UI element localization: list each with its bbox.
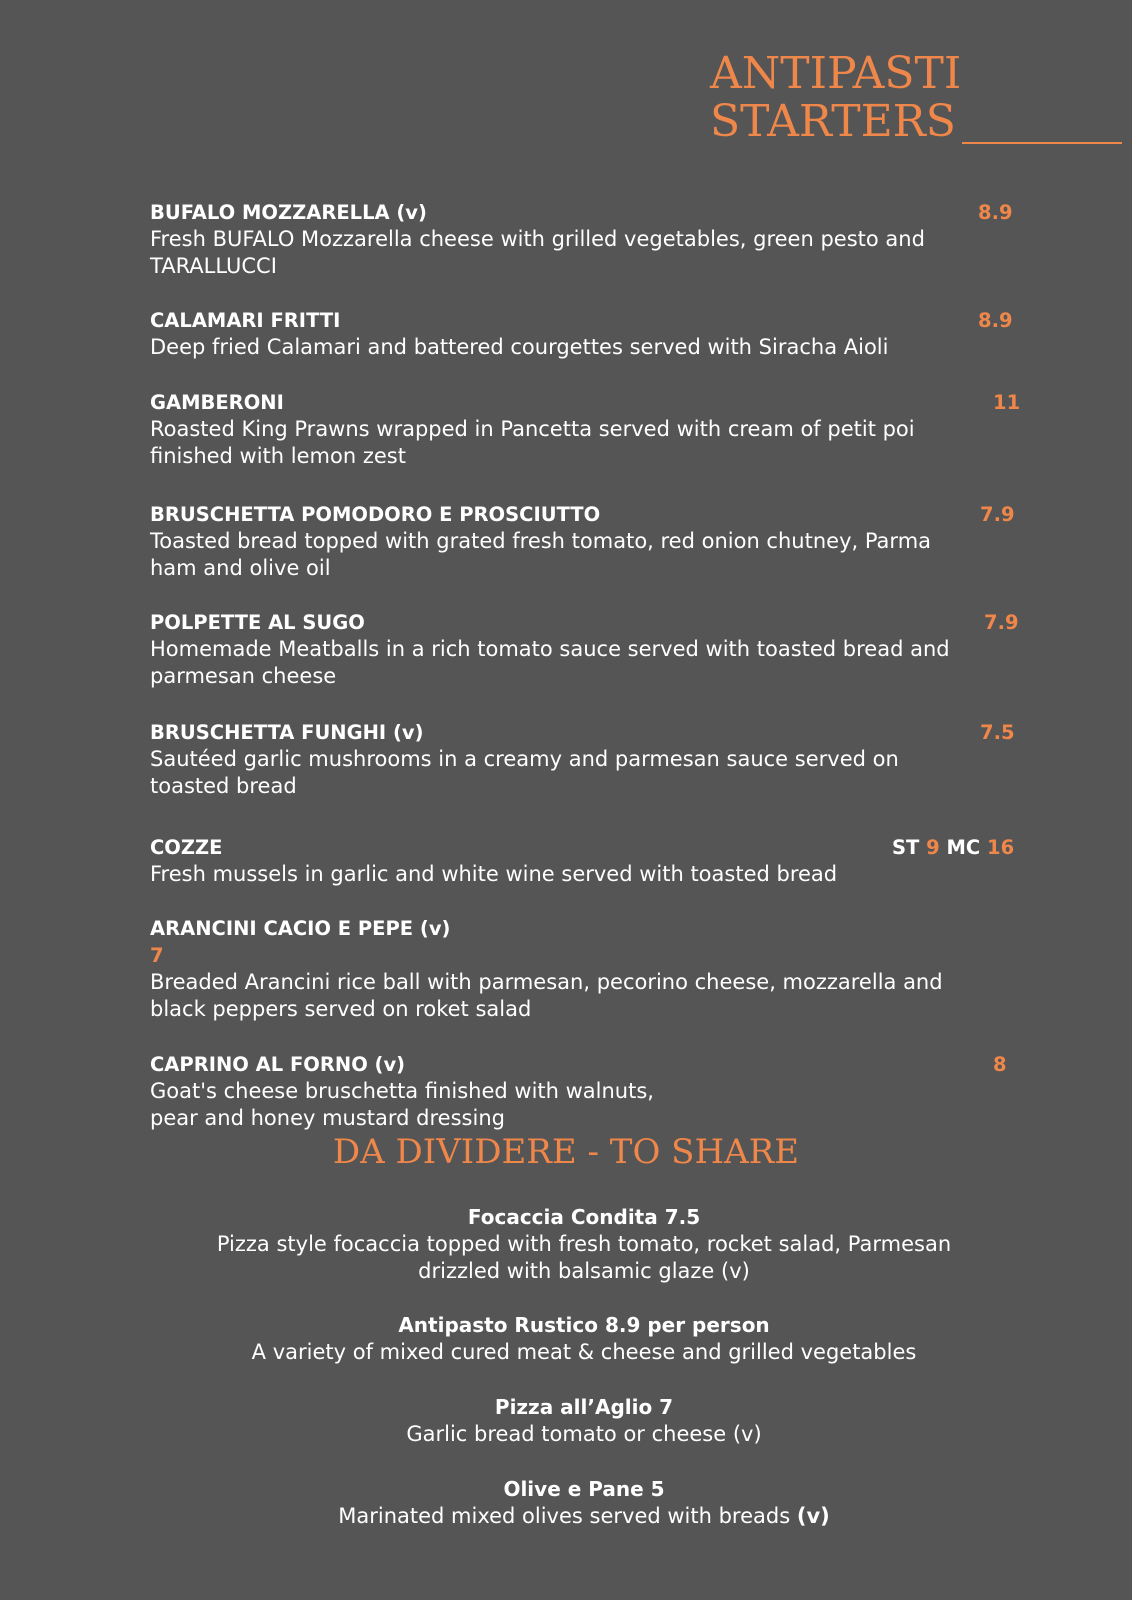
title-underline xyxy=(962,142,1122,144)
item-price: 7.9 xyxy=(980,503,1015,526)
vegetarian-marker: (v) xyxy=(796,1504,830,1528)
item-description-line2: pear and honey mustard dressing xyxy=(150,1106,505,1130)
menu-item-arancini xyxy=(150,915,1020,1023)
item-price: 8 xyxy=(993,1053,1007,1076)
item-name: CALAMARI FRITTI xyxy=(150,309,341,332)
item-description: Deep fried Calamari and battered courgettes served with Siracha Aioli xyxy=(150,335,889,359)
share-item-name: Antipasto Rustico 8.9 per person xyxy=(398,1313,770,1337)
item-name: BRUSCHETTA FUNGHI (v) xyxy=(150,721,424,744)
item-price: 8.9 xyxy=(978,309,1013,332)
share-item-name: Pizza all’Aglio 7 xyxy=(494,1395,674,1419)
item-name: BUFALO MOZZARELLA (v) xyxy=(150,201,427,224)
price-mc-value: 16 xyxy=(987,836,1015,859)
menu-item-caprino-al-forno xyxy=(150,1051,1020,1132)
item-description: Fresh BUFALO Mozzarella cheese with grilled vegetables, green pesto and TARALLUCCI xyxy=(150,227,925,278)
menu-item-gamberoni xyxy=(150,389,1020,470)
share-item-description-text: Marinated mixed olives served with breads xyxy=(338,1504,791,1528)
section-title-antipasti xyxy=(710,50,961,146)
item-description: Fresh mussels in garlic and white wine served with toasted bread xyxy=(150,862,838,886)
share-item-description xyxy=(0,1503,1132,1530)
item-description: Homemade Meatballs in a rich tomato sauce served with toasted bread and parmesan cheese xyxy=(150,637,950,688)
item-price: 7.9 xyxy=(984,611,1019,634)
share-item-antipasto-rustico xyxy=(0,1311,1132,1366)
item-name: COZZE xyxy=(150,836,223,859)
share-item-name: Olive e Pane 5 xyxy=(503,1477,665,1501)
menu-item-bruschetta-funghi xyxy=(150,719,1020,800)
item-description: Breaded Arancini rice ball with parmesan, pecorino cheese, mozzarella and black peppers served on roket salad xyxy=(150,970,943,1021)
item-description: Toasted bread topped with grated fresh tomato, red onion chutney, Parma ham and olive oil xyxy=(150,529,932,580)
item-name: BRUSCHETTA POMODORO E PROSCIUTTO xyxy=(150,503,601,526)
item-name: POLPETTE AL SUGO xyxy=(150,611,365,634)
menu-item-cozze xyxy=(150,834,1020,888)
share-item-description-line2: drizzled with balsamic glaze (v) xyxy=(418,1259,750,1283)
price-st-value: 9 xyxy=(926,836,940,859)
item-name: ARANCINI CACIO E PEPE (v) xyxy=(150,917,451,940)
share-item-description: A variety of mixed cured meat & cheese and grilled vegetables xyxy=(251,1340,917,1364)
share-item-name: Focaccia Condita 7.5 xyxy=(467,1205,701,1229)
item-description: Sautéed garlic mushrooms in a creamy and parmesan sauce served on toasted bread xyxy=(150,747,899,798)
title-line-antipasti: ANTIPASTI xyxy=(710,48,962,99)
share-item-focaccia xyxy=(0,1203,1132,1285)
item-price: 8.9 xyxy=(978,201,1013,224)
share-item-description-line1: Pizza style focaccia topped with fresh tomato, rocket salad, Parmesan xyxy=(216,1232,952,1256)
item-description: Roasted King Prawns wrapped in Pancetta served with cream of petit poi finished with lemon zest xyxy=(150,417,915,468)
item-description-line1: Goat's cheese bruschetta finished with walnuts, xyxy=(150,1079,654,1103)
share-item-olive-pane xyxy=(0,1475,1132,1530)
item-price: 11 xyxy=(993,391,1021,414)
item-name: GAMBERONI xyxy=(150,391,284,414)
item-price-st-mc xyxy=(892,834,1014,861)
title-line-starters: STARTERS xyxy=(710,96,956,147)
section-title-to-share: DA DIVIDERE - TO SHARE xyxy=(332,1132,800,1172)
menu-item-bufalo-mozzarella xyxy=(150,199,1020,280)
share-item-pizza-aglio xyxy=(0,1393,1132,1448)
menu-item-bruschetta-pomodoro xyxy=(150,501,1020,582)
share-item-description: Garlic bread tomato or cheese (v) xyxy=(406,1422,762,1446)
item-price: 7.5 xyxy=(980,721,1015,744)
item-name: CAPRINO AL FORNO (v) xyxy=(150,1053,406,1076)
price-mc-label: MC xyxy=(946,836,981,859)
menu-item-calamari-fritti xyxy=(150,307,1020,361)
price-st-label: ST xyxy=(892,836,920,859)
item-price: 7 xyxy=(150,944,164,967)
menu-item-polpette-al-sugo xyxy=(150,609,1020,690)
